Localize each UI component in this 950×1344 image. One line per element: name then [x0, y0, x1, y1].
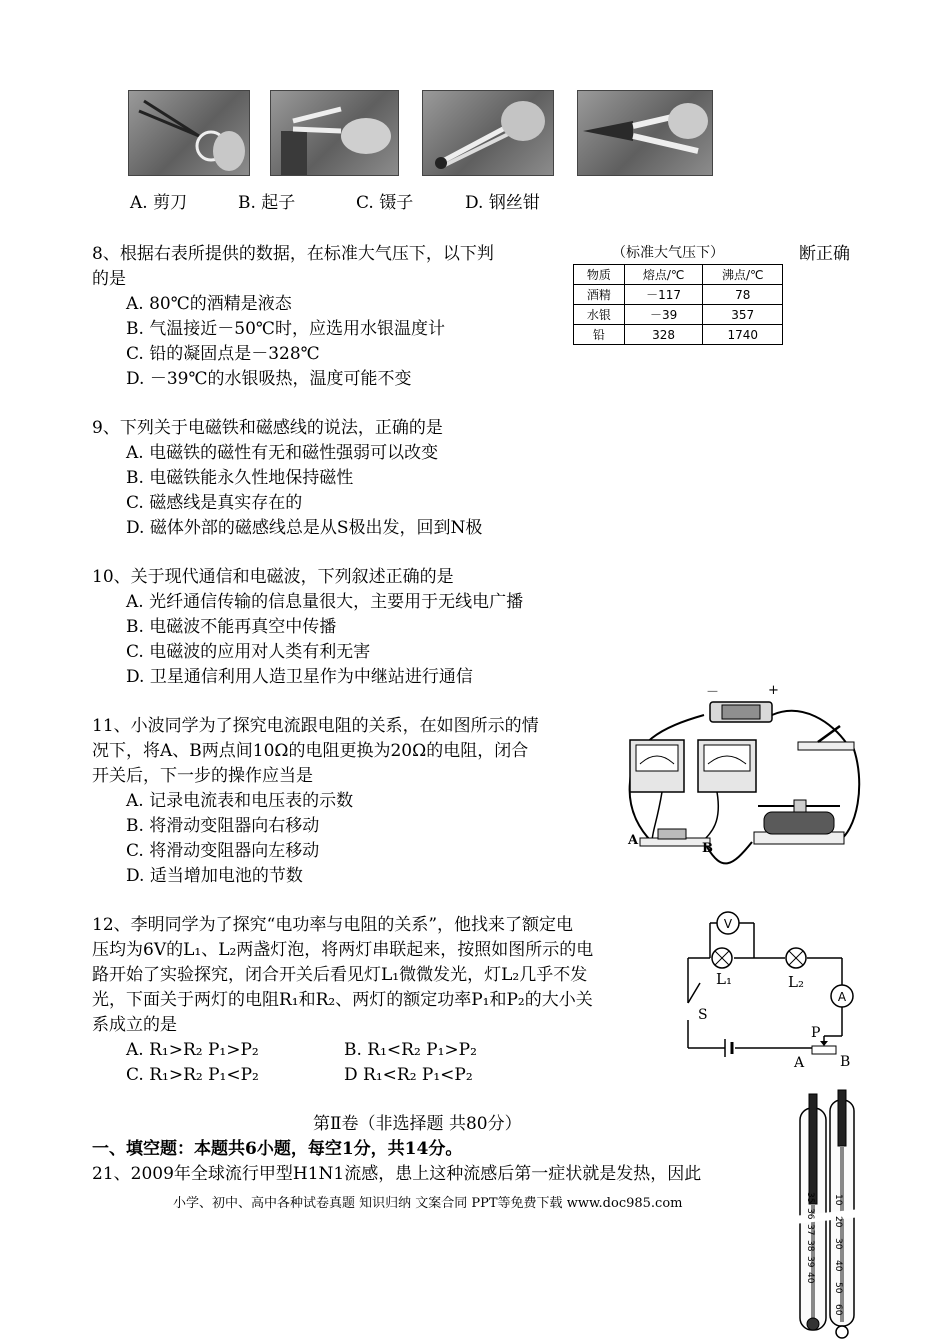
table-header: 物质: [574, 265, 625, 285]
point-a-label: A: [794, 1055, 805, 1070]
question-12-stem: 12、李明同学为了探究“电功率与电阻的关系”，他找来了额定电: [92, 915, 574, 935]
table-cell: 酒精: [574, 285, 625, 305]
q12-circuit-diagram: [680, 908, 860, 1070]
option-a: A. 记录电流表和电压表的示数: [126, 791, 354, 811]
tick-label: 35: [805, 1192, 815, 1204]
tick-label: 39: [805, 1256, 815, 1268]
table-row: [574, 305, 783, 325]
data-table: [573, 264, 783, 345]
part-2-title: 第Ⅱ卷（非选择题 共80分）: [313, 1114, 522, 1134]
voltmeter-label: V: [723, 917, 733, 931]
option-a: A. 80℃的酒精是液态: [126, 294, 292, 314]
question-12-stem: 系成立的是: [92, 1015, 177, 1035]
section-heading: 一、填空题：本题共6小题，每空1分，共14分。: [92, 1139, 463, 1159]
question-10-stem: 10、关于现代通信和电磁波，下列叙述正确的是: [92, 567, 454, 587]
point-b-label: B: [840, 1054, 851, 1070]
switch-label: S: [698, 1007, 708, 1023]
tick-label: 36: [805, 1208, 815, 1220]
table-cell: 水银: [574, 305, 625, 325]
l1-label: L₁: [716, 970, 732, 988]
question-21-stem: 21、2009年全球流行甲型H1N1流感，患上这种流感后第一症状就是发热，因此: [92, 1164, 702, 1184]
point-b-label: B: [702, 841, 713, 856]
tick-label: 50: [833, 1282, 843, 1294]
question-8-stem-tail: 断正确: [799, 244, 850, 264]
question-11-stem: 况下，将A、B两点间10Ω的电阻更换为20Ω的电阻，闭合: [92, 741, 529, 761]
table-cell: 78: [703, 285, 783, 305]
option-b: B. 电磁波不能再真空中传播: [126, 617, 337, 637]
question-12-stem: 光，下面关于两灯的电阻R₁和R₂、两灯的额定功率P₁和P₂的大小关: [92, 990, 593, 1010]
question-12-stem: 路开始了实验探究，闭合开关后看见灯L₁微微发光，灯L₂几乎不发: [92, 965, 588, 985]
lamp-l2-symbol: [786, 948, 806, 968]
tick-label: 30: [833, 1238, 843, 1250]
ammeter-label: A: [837, 990, 847, 1004]
option-b: B. 起子: [238, 193, 296, 213]
option-a: A. 电磁铁的磁性有无和磁性强弱可以改变: [126, 443, 439, 463]
battery-plus-label: +: [768, 683, 779, 698]
tick-label: 60: [833, 1304, 843, 1316]
battery-symbol: [725, 1039, 732, 1057]
question-11-stem: 开关后，下一步的操作应当是: [92, 766, 313, 786]
option-a: A. 光纤通信传输的信息量很大，主要用于无线电广播: [126, 592, 524, 612]
option-b: B. 气温接近－50℃时，应选用水银温度计: [126, 319, 445, 339]
table-cell: 铅: [574, 325, 625, 345]
question-8-stem: 8、根据右表所提供的数据，在标准大气压下，以下判: [92, 244, 494, 264]
table-header: 熔点/℃: [624, 265, 703, 285]
l2-label: L₂: [788, 973, 804, 991]
table-row: [574, 285, 783, 305]
slider-p-label: P: [811, 1025, 821, 1041]
option-c: C. 电磁波的应用对人类有利无害: [126, 642, 371, 662]
option-c: C. R₁>R₂ P₁<P₂: [126, 1065, 259, 1085]
battery-minus-label: －: [706, 685, 720, 700]
table-cell: －39: [624, 305, 703, 325]
question-8-stem-cont: 的是: [92, 269, 126, 289]
option-b: B. 电磁铁能永久性地保持磁性: [126, 468, 354, 488]
table-title: （标准大气压下）: [612, 245, 724, 261]
table-header: 沸点/℃: [703, 265, 783, 285]
option-c: C. 铅的凝固点是－328℃: [126, 344, 320, 364]
point-a-label: A: [628, 833, 639, 848]
option-d: D. 卫星通信利用人造卫星作为中继站进行通信: [126, 667, 473, 687]
rheostat-symbol: [812, 1046, 836, 1054]
tick-label: 20: [833, 1216, 843, 1228]
table-row: [574, 325, 783, 345]
tick-label: 38: [805, 1240, 815, 1252]
table-cell: －117: [624, 285, 703, 305]
switch: [798, 742, 854, 750]
question-11-stem: 11、小波同学为了探究电流跟电阻的关系，在如图所示的情: [92, 716, 539, 736]
option-b: B. R₁<R₂ P₁>P₂: [344, 1040, 477, 1060]
scissors-photo: [128, 90, 250, 176]
q11-circuit-figure: [622, 682, 866, 882]
option-c: C. 将滑动变阻器向左移动: [126, 841, 320, 861]
table-cell: 357: [703, 305, 783, 325]
option-a: A. 剪刀: [130, 193, 188, 213]
option-d: D. －39℃的水银吸热，温度可能不变: [126, 369, 412, 389]
tick-label: 40: [805, 1272, 815, 1284]
option-d: D. 适当增加电池的节数: [126, 866, 303, 886]
lamp-l1-symbol: [712, 948, 732, 968]
table-header-row: [574, 265, 783, 285]
option-c: C. 镊子: [356, 193, 414, 213]
tweezers-photo: [422, 90, 554, 176]
tick-label: 10: [833, 1194, 843, 1206]
option-a: A. R₁>R₂ P₁>P₂: [126, 1040, 259, 1060]
bottle-opener-photo: [270, 90, 399, 176]
thermometer-figure: [790, 1088, 874, 1340]
option-c: C. 磁感线是真实存在的: [126, 493, 303, 513]
table-cell: 328: [624, 325, 703, 345]
pliers-photo: [577, 90, 713, 176]
option-b: B. 将滑动变阻器向右移动: [126, 816, 320, 836]
option-d: D. 磁体外部的磁感线总是从S极出发，回到N极: [126, 518, 483, 538]
option-d: D. 钢丝钳: [465, 193, 540, 213]
question-12-stem: 压均为6V的L₁、L₂两盏灯泡，将两灯串联起来，按照如图所示的电: [92, 940, 594, 960]
table-cell: 1740: [703, 325, 783, 345]
question-9-stem: 9、下列关于电磁铁和磁感线的说法，正确的是: [92, 418, 443, 438]
option-d: D R₁<R₂ P₁<P₂: [344, 1065, 473, 1085]
tick-label: 37: [805, 1224, 815, 1236]
tick-label: 40: [833, 1260, 843, 1272]
footer-text: 小学、初中、高中各种试卷真题 知识归纳 文案合同 PPT等免费下载 www.doc985.com: [173, 1196, 683, 1211]
